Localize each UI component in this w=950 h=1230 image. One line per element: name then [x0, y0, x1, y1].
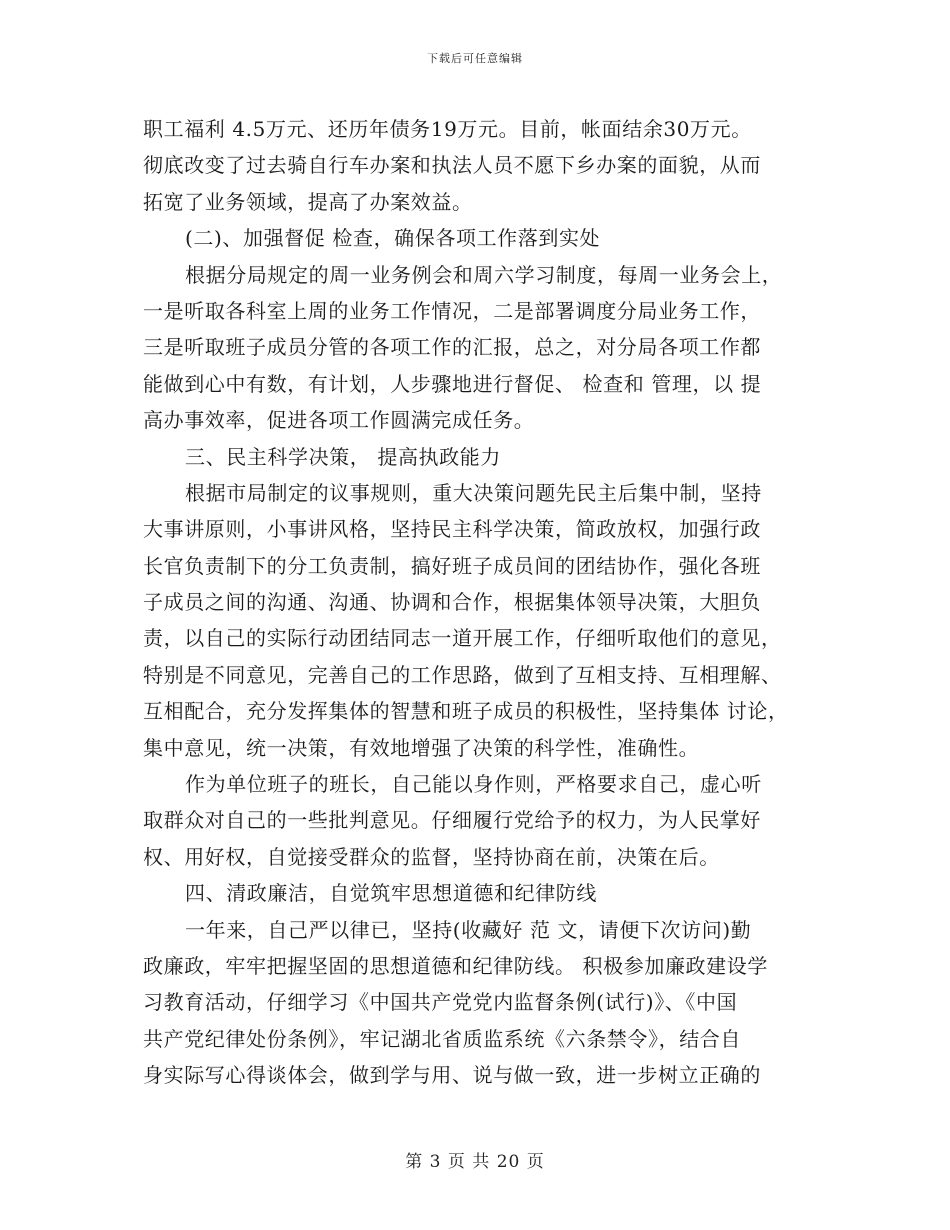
- text-line: 权、用好权，自觉接受群众的监督，坚持协商在前，决策在后。: [143, 844, 720, 869]
- text-line: 取群众对自己的一些批判意见。仔细履行党给予的权力，为人民掌好: [143, 808, 761, 833]
- text-line: 根据市局制定的议事规则，重大决策问题先民主后集中制，坚持: [185, 480, 762, 505]
- text-line: 身实际写心得谈体会，做到学与用、说与做一致，进一步树立正确的: [143, 1063, 761, 1088]
- text-line: 能做到心中有数，有计划，人步骤地进行督促、 检查和 管理，以 提: [143, 371, 762, 396]
- text-line: 共产党纪律处份条例》，牢记湖北省质监系统《六条禁令》，结合自: [143, 1026, 741, 1051]
- text-line: 拓宽了业务领域，提高了办案效益。: [143, 189, 473, 214]
- text-line: 三、民主科学决策， 提高执政能力: [185, 444, 501, 469]
- text-line: (二)、加强督促 检查，确保各项工作落到实处: [185, 226, 601, 251]
- page-header: 下载后可任意编辑: [427, 52, 523, 65]
- text-line: 大事讲原则，小事讲风格，坚持民主科学决策，简政放权，加强行政: [143, 517, 761, 542]
- text-line: 集中意见，统一决策，有效地增强了决策的科学性，准确性。: [143, 735, 700, 760]
- text-line: 三是听取班子成员分管的各项工作的汇报，总之，对分局各项工作都: [143, 335, 761, 360]
- text-line: 习教育活动，仔细学习《中国共产党党内监督条例(试行)》、《中国: [143, 990, 738, 1015]
- text-line: 高办事效率，促进各项工作圆满完成任务。: [143, 408, 535, 433]
- text-line: 根据分局规定的周一业务例会和周六学习制度，每周一业务会上，: [185, 262, 783, 287]
- text-line: 长官负责制下的分工负责制，搞好班子成员间的团结协作，强化各班: [143, 553, 761, 578]
- page-footer: 第 3 页 共 20 页: [405, 1152, 545, 1172]
- document-body: [143, 111, 833, 1094]
- text-line: 责，以自己的实际行动团结同志一道开展工作，仔细听取他们的意见，: [143, 626, 782, 651]
- text-line: 特别是不同意见，完善自己的工作思路，做到了互相支持、互相理解、: [143, 662, 782, 687]
- text-line: 政廉政，牢牢把握坚固的思想道德和纪律防线。 积极参加廉政建设学: [143, 953, 768, 978]
- text-line: 互相配合，充分发挥集体的智慧和班子成员的积极性，坚持集体 讨论，: [143, 699, 789, 724]
- text-line: 职工福利 4.5万元、还历年债务19万元。目前，帐面结余30万元。: [143, 117, 752, 141]
- text-line: 作为单位班子的班长，自己能以身作则，严格要求自己，虚心听: [185, 772, 762, 797]
- text-line: 四、清政廉洁，自觉筑牢思想道德和纪律防线: [185, 881, 597, 906]
- text-line: 一是听取各科室上周的业务工作情况，二是部署调度分局业务工作，: [143, 298, 761, 323]
- text-line: 彻底改变了过去骑自行车办案和执法人员不愿下乡办案的面貌，从而: [143, 153, 761, 178]
- text-line: 子成员之间的沟通、沟通、协调和合作，根据集体领导决策，大胆负: [143, 590, 761, 615]
- text-line: 一年来，自己严以律已，坚持(收藏好 范 文，请便下次访问)勤: [185, 917, 752, 942]
